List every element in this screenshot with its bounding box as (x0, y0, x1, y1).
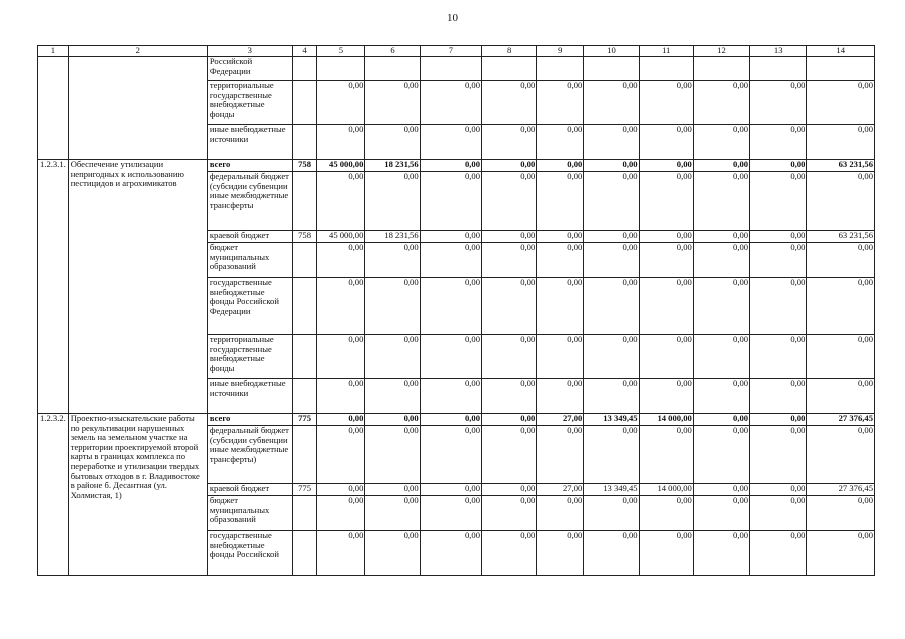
budget-code: 775 (292, 484, 317, 496)
table-row (38, 160, 875, 172)
value-cell: 0,00 (584, 125, 639, 160)
value-cell: 0,00 (365, 531, 420, 576)
budget-code: 758 (292, 231, 317, 243)
funding-source: всего (207, 414, 292, 426)
value-cell: 0,00 (317, 243, 365, 278)
value-cell: 0,00 (482, 379, 537, 414)
value-cell: 0,00 (807, 278, 875, 335)
value-cell: 0,00 (365, 496, 420, 531)
value-cell: 0,00 (420, 81, 481, 125)
value-cell: 0,00 (317, 414, 365, 426)
value-cell: 0,00 (482, 484, 537, 496)
value-cell: 0,00 (482, 243, 537, 278)
value-cell: 0,00 (584, 160, 639, 172)
value-cell: 0,00 (584, 243, 639, 278)
value-cell: 0,00 (482, 278, 537, 335)
value-cell: 0,00 (420, 335, 481, 379)
value-cell: 0,00 (693, 531, 749, 576)
value-cell: 0,00 (693, 379, 749, 414)
value-cell: 0,00 (584, 172, 639, 231)
value-cell: 0,00 (750, 243, 807, 278)
value-cell: 0,00 (537, 335, 584, 379)
measure-name (68, 57, 207, 160)
value-cell: 14 000,00 (639, 414, 693, 426)
value-cell: 0,00 (482, 335, 537, 379)
value-cell: 0,00 (482, 125, 537, 160)
value-cell: 0,00 (693, 484, 749, 496)
budget-code (292, 335, 317, 379)
budget-code (292, 278, 317, 335)
column-header: 3 (207, 46, 292, 57)
value-cell: 0,00 (482, 496, 537, 531)
value-cell: 45 000,00 (317, 231, 365, 243)
value-cell: 0,00 (482, 160, 537, 172)
column-header: 8 (482, 46, 537, 57)
value-cell: 0,00 (750, 531, 807, 576)
value-cell: 0,00 (584, 379, 639, 414)
value-cell: 0,00 (420, 426, 481, 484)
value-cell: 0,00 (317, 496, 365, 531)
budget-code (292, 531, 317, 576)
value-cell: 0,00 (584, 426, 639, 484)
value-cell: 13 349,45 (584, 484, 639, 496)
value-cell: 0,00 (420, 160, 481, 172)
value-cell: 0,00 (693, 278, 749, 335)
value-cell: 0,00 (482, 172, 537, 231)
column-header: 7 (420, 46, 481, 57)
value-cell: 0,00 (750, 278, 807, 335)
value-cell: 0,00 (750, 125, 807, 160)
value-cell: 0,00 (317, 81, 365, 125)
value-cell: 63 231,56 (807, 160, 875, 172)
page-number: 10 (447, 12, 458, 24)
measure-name: Проектно-изыскательские работы по рекультивации нарушенных земель на земельном участке на территории проектируемой второй карты в границах комплекса по переработке и утилизации твердых бытовых отходов в г. Владивостоке в районе б. Десантная (ул. Холмистая, 1) (68, 414, 207, 576)
value-cell: 45 000,00 (317, 160, 365, 172)
value-cell: 0,00 (807, 335, 875, 379)
value-cell: 0,00 (420, 278, 481, 335)
value-cell: 0,00 (639, 278, 693, 335)
value-cell: 0,00 (365, 335, 420, 379)
value-cell: 0,00 (693, 231, 749, 243)
value-cell: 0,00 (639, 496, 693, 531)
value-cell: 0,00 (639, 125, 693, 160)
funding-source: краевой бюджет (207, 231, 292, 243)
column-header: 13 (750, 46, 807, 57)
value-cell: 0,00 (420, 231, 481, 243)
column-header: 5 (317, 46, 365, 57)
budget-code: 775 (292, 414, 317, 426)
budget-table (37, 45, 875, 576)
value-cell: 0,00 (750, 172, 807, 231)
value-cell: 0,00 (420, 414, 481, 426)
funding-source: всего (207, 160, 292, 172)
value-cell: 27 376,45 (807, 484, 875, 496)
value-cell: 0,00 (639, 172, 693, 231)
value-cell: 0,00 (537, 160, 584, 172)
value-cell (584, 57, 639, 81)
value-cell: 0,00 (639, 81, 693, 125)
value-cell: 0,00 (807, 125, 875, 160)
funding-source: государственные внебюджетные фонды Российской (207, 531, 292, 576)
value-cell: 0,00 (537, 496, 584, 531)
value-cell: 0,00 (693, 81, 749, 125)
value-cell: 27,00 (537, 414, 584, 426)
budget-code (292, 81, 317, 125)
budget-code (292, 57, 317, 81)
value-cell: 0,00 (317, 278, 365, 335)
value-cell: 0,00 (807, 379, 875, 414)
value-cell: 0,00 (365, 125, 420, 160)
value-cell: 0,00 (639, 243, 693, 278)
value-cell: 0,00 (317, 335, 365, 379)
value-cell: 0,00 (639, 231, 693, 243)
value-cell: 27,00 (537, 484, 584, 496)
value-cell: 0,00 (482, 426, 537, 484)
value-cell: 0,00 (420, 496, 481, 531)
value-cell: 0,00 (537, 379, 584, 414)
value-cell: 0,00 (807, 172, 875, 231)
value-cell: 0,00 (537, 426, 584, 484)
column-header: 14 (807, 46, 875, 57)
value-cell: 0,00 (807, 496, 875, 531)
value-cell: 0,00 (317, 379, 365, 414)
table-row (38, 57, 875, 81)
value-cell: 0,00 (420, 243, 481, 278)
value-cell: 0,00 (365, 172, 420, 231)
table-body (38, 46, 875, 576)
value-cell: 0,00 (482, 531, 537, 576)
value-cell: 0,00 (750, 414, 807, 426)
column-header: 6 (365, 46, 420, 57)
value-cell: 0,00 (750, 379, 807, 414)
value-cell: 0,00 (420, 484, 481, 496)
value-cell (420, 57, 481, 81)
value-cell: 0,00 (693, 414, 749, 426)
value-cell: 0,00 (482, 231, 537, 243)
value-cell (639, 57, 693, 81)
funding-source: краевой бюджет (207, 484, 292, 496)
value-cell (693, 57, 749, 81)
value-cell: 0,00 (482, 81, 537, 125)
value-cell: 18 231,56 (365, 160, 420, 172)
funding-source: территориальные государственные внебюджетные фонды (207, 81, 292, 125)
funding-source: бюджет муниципальных образований (207, 243, 292, 278)
value-cell: 0,00 (693, 172, 749, 231)
column-header: 10 (584, 46, 639, 57)
funding-source: территориальные государственные внебюджетные фонды (207, 335, 292, 379)
value-cell: 0,00 (365, 243, 420, 278)
value-cell: 13 349,45 (584, 414, 639, 426)
value-cell: 0,00 (482, 414, 537, 426)
budget-code (292, 243, 317, 278)
value-cell: 0,00 (317, 484, 365, 496)
value-cell: 0,00 (750, 81, 807, 125)
value-cell (537, 57, 584, 81)
funding-source: бюджет муниципальных образований (207, 496, 292, 531)
budget-code: 758 (292, 160, 317, 172)
value-cell: 0,00 (317, 172, 365, 231)
value-cell: 0,00 (639, 426, 693, 484)
value-cell: 0,00 (584, 278, 639, 335)
budget-code (292, 172, 317, 231)
value-cell: 0,00 (639, 160, 693, 172)
value-cell: 0,00 (420, 379, 481, 414)
row-number: 1.2.3.2. (38, 414, 69, 576)
value-cell: 0,00 (750, 426, 807, 484)
value-cell: 0,00 (537, 531, 584, 576)
funding-source: иные внебюджетные источники (207, 379, 292, 414)
column-header: 4 (292, 46, 317, 57)
budget-code (292, 496, 317, 531)
value-cell: 0,00 (693, 426, 749, 484)
value-cell: 14 000,00 (639, 484, 693, 496)
value-cell: 0,00 (537, 125, 584, 160)
value-cell: 0,00 (693, 160, 749, 172)
value-cell: 0,00 (750, 231, 807, 243)
value-cell: 0,00 (584, 496, 639, 531)
value-cell: 0,00 (693, 243, 749, 278)
table-row (38, 414, 875, 426)
value-cell: 18 231,56 (365, 231, 420, 243)
measure-name: Обеспечение утилизации непригодных к использованию пестицидов и агрохимикатов (68, 160, 207, 414)
value-cell: 0,00 (750, 160, 807, 172)
value-cell: 0,00 (420, 531, 481, 576)
funding-source: федеральный бюджет (субсидии субвенции иные межбюджетные трансферты) (207, 426, 292, 484)
value-cell: 0,00 (584, 531, 639, 576)
value-cell: 0,00 (537, 231, 584, 243)
value-cell: 0,00 (537, 172, 584, 231)
value-cell: 0,00 (584, 335, 639, 379)
value-cell: 0,00 (750, 496, 807, 531)
funding-source: иные внебюджетные источники (207, 125, 292, 160)
column-header: 2 (68, 46, 207, 57)
value-cell: 0,00 (420, 125, 481, 160)
value-cell: 0,00 (807, 243, 875, 278)
value-cell: 0,00 (807, 531, 875, 576)
value-cell (365, 57, 420, 81)
value-cell: 0,00 (365, 278, 420, 335)
value-cell: 0,00 (537, 81, 584, 125)
value-cell: 0,00 (365, 379, 420, 414)
value-cell: 0,00 (537, 243, 584, 278)
value-cell: 0,00 (317, 531, 365, 576)
row-number (38, 57, 69, 160)
value-cell: 63 231,56 (807, 231, 875, 243)
funding-source: Российской Федерации (207, 57, 292, 81)
value-cell: 0,00 (365, 426, 420, 484)
value-cell: 0,00 (750, 335, 807, 379)
funding-source: государственные внебюджетные фонды Российской Федерации (207, 278, 292, 335)
column-header: 1 (38, 46, 69, 57)
funding-source: федеральный бюджет (субсидии субвенции иные межбюджетные трансферты (207, 172, 292, 231)
value-cell (317, 57, 365, 81)
value-cell (807, 57, 875, 81)
budget-code (292, 379, 317, 414)
row-number: 1.2.3.1. (38, 160, 69, 414)
column-header: 9 (537, 46, 584, 57)
value-cell: 0,00 (639, 531, 693, 576)
value-cell: 0,00 (639, 379, 693, 414)
value-cell: 0,00 (584, 81, 639, 125)
value-cell: 27 376,45 (807, 414, 875, 426)
value-cell: 0,00 (693, 335, 749, 379)
value-cell (750, 57, 807, 81)
value-cell: 0,00 (584, 231, 639, 243)
column-header: 11 (639, 46, 693, 57)
header-row (38, 46, 875, 57)
value-cell: 0,00 (750, 484, 807, 496)
column-header: 12 (693, 46, 749, 57)
value-cell: 0,00 (365, 81, 420, 125)
value-cell: 0,00 (693, 125, 749, 160)
value-cell: 0,00 (317, 426, 365, 484)
value-cell: 0,00 (693, 496, 749, 531)
value-cell: 0,00 (365, 414, 420, 426)
value-cell: 0,00 (365, 484, 420, 496)
value-cell: 0,00 (807, 81, 875, 125)
value-cell: 0,00 (420, 172, 481, 231)
value-cell: 0,00 (317, 125, 365, 160)
budget-code (292, 125, 317, 160)
value-cell (482, 57, 537, 81)
value-cell: 0,00 (537, 278, 584, 335)
value-cell: 0,00 (807, 426, 875, 484)
value-cell: 0,00 (639, 335, 693, 379)
budget-code (292, 426, 317, 484)
